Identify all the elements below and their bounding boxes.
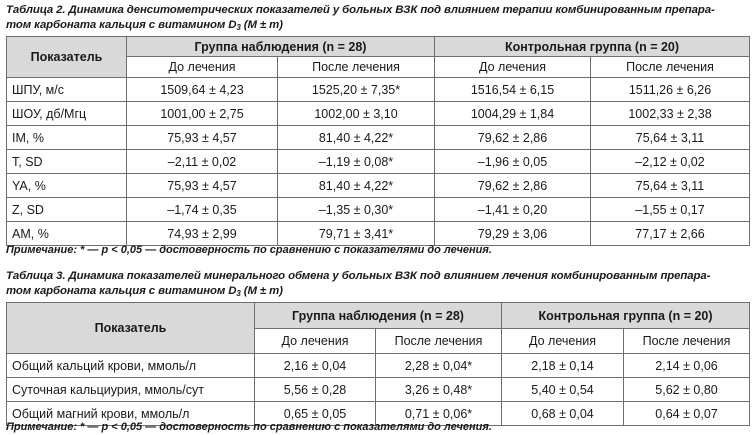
cell-control-before: –1,41 ± 0,20 <box>435 198 591 222</box>
densitometry-table <box>6 36 750 246</box>
cell-control-before: 0,68 ± 0,04 <box>502 402 624 426</box>
cell-control-before: –1,96 ± 0,05 <box>435 150 591 174</box>
cell-control-after: 0,64 ± 0,07 <box>624 402 750 426</box>
column-header-g1-before: До лечения <box>127 57 278 78</box>
column-header-g2-after: После лечения <box>624 329 750 354</box>
column-header-g1-after: После лечения <box>278 57 435 78</box>
column-header-g2-before: До лечения <box>435 57 591 78</box>
cell-observation-before: 5,56 ± 0,28 <box>255 378 376 402</box>
column-header-g1-after: После лечения <box>376 329 502 354</box>
cell-observation-before: 0,65 ± 0,05 <box>255 402 376 426</box>
column-header-g2-after: После лечения <box>591 57 750 78</box>
cell-control-after: 77,17 ± 2,66 <box>591 222 750 246</box>
row-label: T, SD <box>7 150 127 174</box>
row-label: YA, % <box>7 174 127 198</box>
table-row <box>7 150 750 174</box>
cell-observation-after: –1,19 ± 0,08* <box>278 150 435 174</box>
column-header-g1-before: До лечения <box>255 329 376 354</box>
cell-observation-before: 1001,00 ± 2,75 <box>127 102 278 126</box>
row-label: Z, SD <box>7 198 127 222</box>
cell-control-before: 1004,29 ± 1,84 <box>435 102 591 126</box>
table-row <box>7 198 750 222</box>
cell-control-after: 75,64 ± 3,11 <box>591 126 750 150</box>
row-label: ШОУ, дб/Мгц <box>7 102 127 126</box>
table3-caption-mm: (M ± m) <box>240 285 283 297</box>
column-header-g2-before: До лечения <box>502 329 624 354</box>
cell-control-after: 2,14 ± 0,06 <box>624 354 750 378</box>
cell-observation-before: 74,93 ± 2,99 <box>127 222 278 246</box>
table2-caption <box>6 3 751 35</box>
column-header-observation-group: Группа наблюдения (n = 28) <box>127 37 435 57</box>
table2-caption-subscript: 3 <box>236 23 241 32</box>
table2-note: Примечание: * — p < 0,05 — достоверность по сравнению с показателями до лечения. <box>6 244 492 256</box>
table3-note: Примечание: * — p < 0,05 — достоверность по сравнению с показателями до лечения. <box>6 421 492 433</box>
cell-observation-after: –1,35 ± 0,30* <box>278 198 435 222</box>
row-label: Общий магний крови, ммоль/л <box>7 402 255 426</box>
row-label: AM, % <box>7 222 127 246</box>
table3-caption <box>6 269 751 301</box>
cell-observation-after: 1525,20 ± 7,35* <box>278 78 435 102</box>
cell-observation-after: 79,71 ± 3,41* <box>278 222 435 246</box>
mineral-metabolism-table <box>6 302 750 426</box>
cell-control-after: 1511,26 ± 6,26 <box>591 78 750 102</box>
cell-observation-before: 75,93 ± 4,57 <box>127 174 278 198</box>
cell-observation-after: 0,71 ± 0,06* <box>376 402 502 426</box>
cell-control-after: –2,12 ± 0,02 <box>591 150 750 174</box>
column-header-control-group: Контрольная группа (n = 20) <box>502 303 750 329</box>
table2-caption-line1: Таблица 2. Динамика денситометрических показателей у больных ВЗК под влиянием терапии комбинированным препара- <box>6 4 715 16</box>
table3-caption-line1: Таблица 3. Динамика показателей минерального обмена у больных ВЗК под влиянием лечения комбинированным препара- <box>6 270 711 282</box>
cell-observation-after: 81,40 ± 4,22* <box>278 174 435 198</box>
table2-caption-line2: том карбоната кальция с витамином D <box>6 19 237 31</box>
cell-observation-after: 1002,00 ± 3,10 <box>278 102 435 126</box>
cell-control-after: 75,64 ± 3,11 <box>591 174 750 198</box>
column-header-indicator: Показатель <box>7 303 255 354</box>
row-label: ШПУ, м/с <box>7 78 127 102</box>
cell-control-after: 5,62 ± 0,80 <box>624 378 750 402</box>
column-header-indicator: Показатель <box>7 37 127 78</box>
table-row <box>7 78 750 102</box>
cell-control-before: 2,18 ± 0,14 <box>502 354 624 378</box>
table3-caption-line2: том карбоната кальция с витамином D <box>6 285 237 297</box>
table3-caption-subscript: 3 <box>236 289 241 298</box>
row-label: Суточная кальциурия, ммоль/сут <box>7 378 255 402</box>
column-header-control-group: Контрольная группа (n = 20) <box>435 37 750 57</box>
cell-observation-before: –1,74 ± 0,35 <box>127 198 278 222</box>
cell-control-after: –1,55 ± 0,17 <box>591 198 750 222</box>
table-row <box>7 102 750 126</box>
table2-caption-mm: (M ± m) <box>240 19 283 31</box>
cell-control-after: 1002,33 ± 2,38 <box>591 102 750 126</box>
table-row <box>7 126 750 150</box>
cell-observation-after: 2,28 ± 0,04* <box>376 354 502 378</box>
cell-observation-before: 75,93 ± 4,57 <box>127 126 278 150</box>
row-label: Общий кальций крови, ммоль/л <box>7 354 255 378</box>
cell-control-before: 79,62 ± 2,86 <box>435 174 591 198</box>
cell-control-before: 5,40 ± 0,54 <box>502 378 624 402</box>
column-header-observation-group: Группа наблюдения (n = 28) <box>255 303 502 329</box>
cell-observation-after: 3,26 ± 0,48* <box>376 378 502 402</box>
cell-control-before: 1516,54 ± 6,15 <box>435 78 591 102</box>
table-row <box>7 378 750 402</box>
cell-observation-before: 2,16 ± 0,04 <box>255 354 376 378</box>
cell-observation-before: 1509,64 ± 4,23 <box>127 78 278 102</box>
table-row <box>7 222 750 246</box>
row-label: IM, % <box>7 126 127 150</box>
table-row <box>7 354 750 378</box>
cell-control-before: 79,29 ± 3,06 <box>435 222 591 246</box>
table-row <box>7 174 750 198</box>
cell-observation-after: 81,40 ± 4,22* <box>278 126 435 150</box>
cell-control-before: 79,62 ± 2,86 <box>435 126 591 150</box>
cell-observation-before: –2,11 ± 0,02 <box>127 150 278 174</box>
